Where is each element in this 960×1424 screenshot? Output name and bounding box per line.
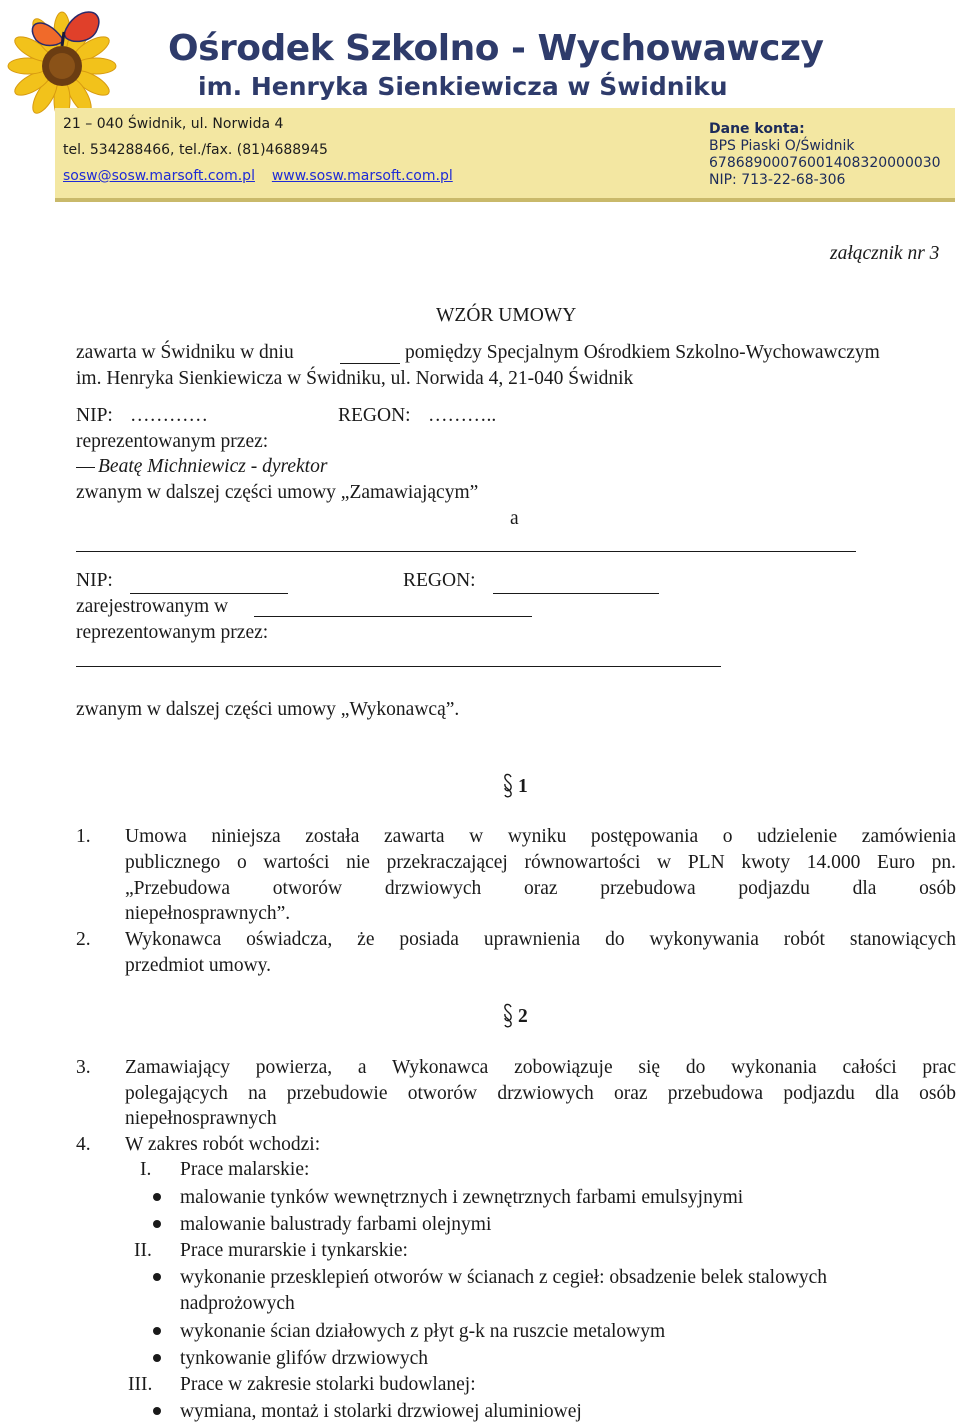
sunflower-butterfly-logo <box>4 4 119 114</box>
p3-line-3: niepełnosprawnych <box>125 1108 277 1129</box>
p1-line-3: „Przebudowa otworów drzwiowych oraz przebudowa podjazdu dla osób <box>125 878 956 899</box>
group-numeral-2: II. <box>134 1240 152 1261</box>
intro-text-1b: pomiędzy Specjalnym Ośrodkiem Szkolno-Wychowawczym <box>405 342 880 363</box>
p1-line-2: publicznego o wartości nie przekraczającej równowartości w PLN kwoty 14.000 Euro pn. <box>125 852 956 873</box>
nip-number: NIP: 713-22-68-306 <box>709 172 846 188</box>
account-number: 67868900076001408320000030 <box>709 155 941 171</box>
and-text: a <box>510 508 519 529</box>
bank-name: BPS Piaski O/Świdnik <box>709 138 855 154</box>
group-title-2: Prace murarskie i tynkarskie: <box>180 1240 408 1261</box>
section-1-number: 1 <box>518 776 528 797</box>
website-link[interactable]: www.sosw.marsoft.com.pl <box>271 168 453 184</box>
p1-line-1: Umowa niniejsza została zawarta w wyniku postępowania o udzielenie zamówienia <box>125 826 956 847</box>
regon2-blank-line <box>493 593 659 594</box>
represented-by-label: reprezentowanym przez: <box>76 431 269 452</box>
regon-dots: ……….. <box>428 405 497 426</box>
p4-text: W zakres robót wchodzi: <box>125 1134 321 1155</box>
bullet-item: wymiana, montaż i stolarki drzwiowej aluminiowej <box>180 1401 582 1422</box>
bullet-icon <box>153 1193 161 1201</box>
representative-blank-line <box>76 666 721 667</box>
p2-number: 2. <box>76 929 91 950</box>
date-blank-line <box>340 363 400 364</box>
bullet-icon <box>153 1273 161 1281</box>
intro-text-1a: zawarta w Świdniku w dniu <box>76 342 294 363</box>
school-subname: im. Henryka Sienkiewicza w Świdniku <box>198 72 728 101</box>
letterhead <box>0 0 960 205</box>
phone-text: tel. 534288466, tel./fax. (81)4688945 <box>63 142 328 158</box>
represented-by-label-2: reprezentowanym przez: <box>76 622 269 643</box>
group-title-1: Prace malarskie: <box>180 1159 310 1180</box>
contractor-name-line <box>76 551 856 552</box>
bullet-icon <box>153 1407 161 1415</box>
group-title-3: Prace w zakresie stolarki budowlanej: <box>180 1374 476 1395</box>
nip2-blank-line <box>130 593 288 594</box>
bullet-item: wykonanie przesklepień otworów w ścianach z cegieł: obsadzenie belek stalowych <box>180 1267 828 1288</box>
bullet-icon <box>153 1220 161 1228</box>
section-2-number: 2 <box>518 1006 528 1027</box>
p3-line-1: Zamawiający powierza, a Wykonawca zobowiązuje się do wykonania całości prac <box>125 1057 956 1078</box>
p3-line-2: polegających na przebudowie otworów drzwiowych oraz przebudowa podjazdu dla osób <box>125 1083 956 1104</box>
regon2-label: REGON: <box>403 570 476 591</box>
regon-label: REGON: <box>338 405 411 426</box>
p2-line-1: Wykonawca oświadcza, że posiada uprawnienia do wykonywania robót stanowiących <box>125 929 956 950</box>
group-numeral-3: III. <box>128 1374 153 1395</box>
contact-box <box>55 108 955 202</box>
nip-dots: ………… <box>130 405 208 426</box>
bullet-item: wykonanie ścian działowych z płyt g-k na ruszcie metalowym <box>180 1321 666 1342</box>
bullet-icon <box>153 1354 161 1362</box>
attachment-label: załącznik nr 3 <box>830 243 940 264</box>
nip2-label: NIP: <box>76 570 113 591</box>
p1-number: 1. <box>76 826 91 847</box>
bullet-item: malowanie tynków wewnętrznych i zewnętrznych farbami emulsyjnymi <box>180 1187 744 1208</box>
called-employer-text: zwanym w dalszej części umowy „Zamawiającym” <box>76 482 479 503</box>
section-sign-icon <box>503 773 513 799</box>
intro-text-2: im. Henryka Sienkiewicza w Świdniku, ul. Norwida 4, 21-040 Świdnik <box>76 368 634 389</box>
group-numeral-1: I. <box>140 1159 152 1180</box>
p1-line-4: niepełnosprawnych”. <box>125 903 291 924</box>
bullet-icon <box>153 1327 161 1335</box>
registered-label: zarejestrowanym w <box>76 596 229 617</box>
p2-line-2: przedmiot umowy. <box>125 955 272 976</box>
bullet-item: malowanie balustrady farbami olejnymi <box>180 1214 492 1235</box>
document-title: WZÓR UMOWY <box>436 305 577 326</box>
school-name: Ośrodek Szkolno - Wychowawczy <box>168 28 824 69</box>
bullet-item-continuation: nadprożowych <box>180 1293 295 1314</box>
email-link[interactable]: sosw@sosw.marsoft.com.pl <box>63 168 255 184</box>
p4-number: 4. <box>76 1134 91 1155</box>
section-sign-icon <box>503 1003 513 1029</box>
p3-number: 3. <box>76 1057 91 1078</box>
address-text: 21 – 040 Świdnik, ul. Norwida 4 <box>63 116 284 132</box>
nip-label: NIP: <box>76 405 113 426</box>
registered-blank-line <box>254 616 532 617</box>
called-contractor-text: zwanym w dalszej części umowy „Wykonawcą”. <box>76 699 460 720</box>
account-title: Dane konta: <box>709 121 805 137</box>
bullet-item: tynkowanie glifów drzwiowych <box>180 1348 429 1369</box>
director-name: Beatę Michniewicz - dyrektor <box>76 457 327 477</box>
